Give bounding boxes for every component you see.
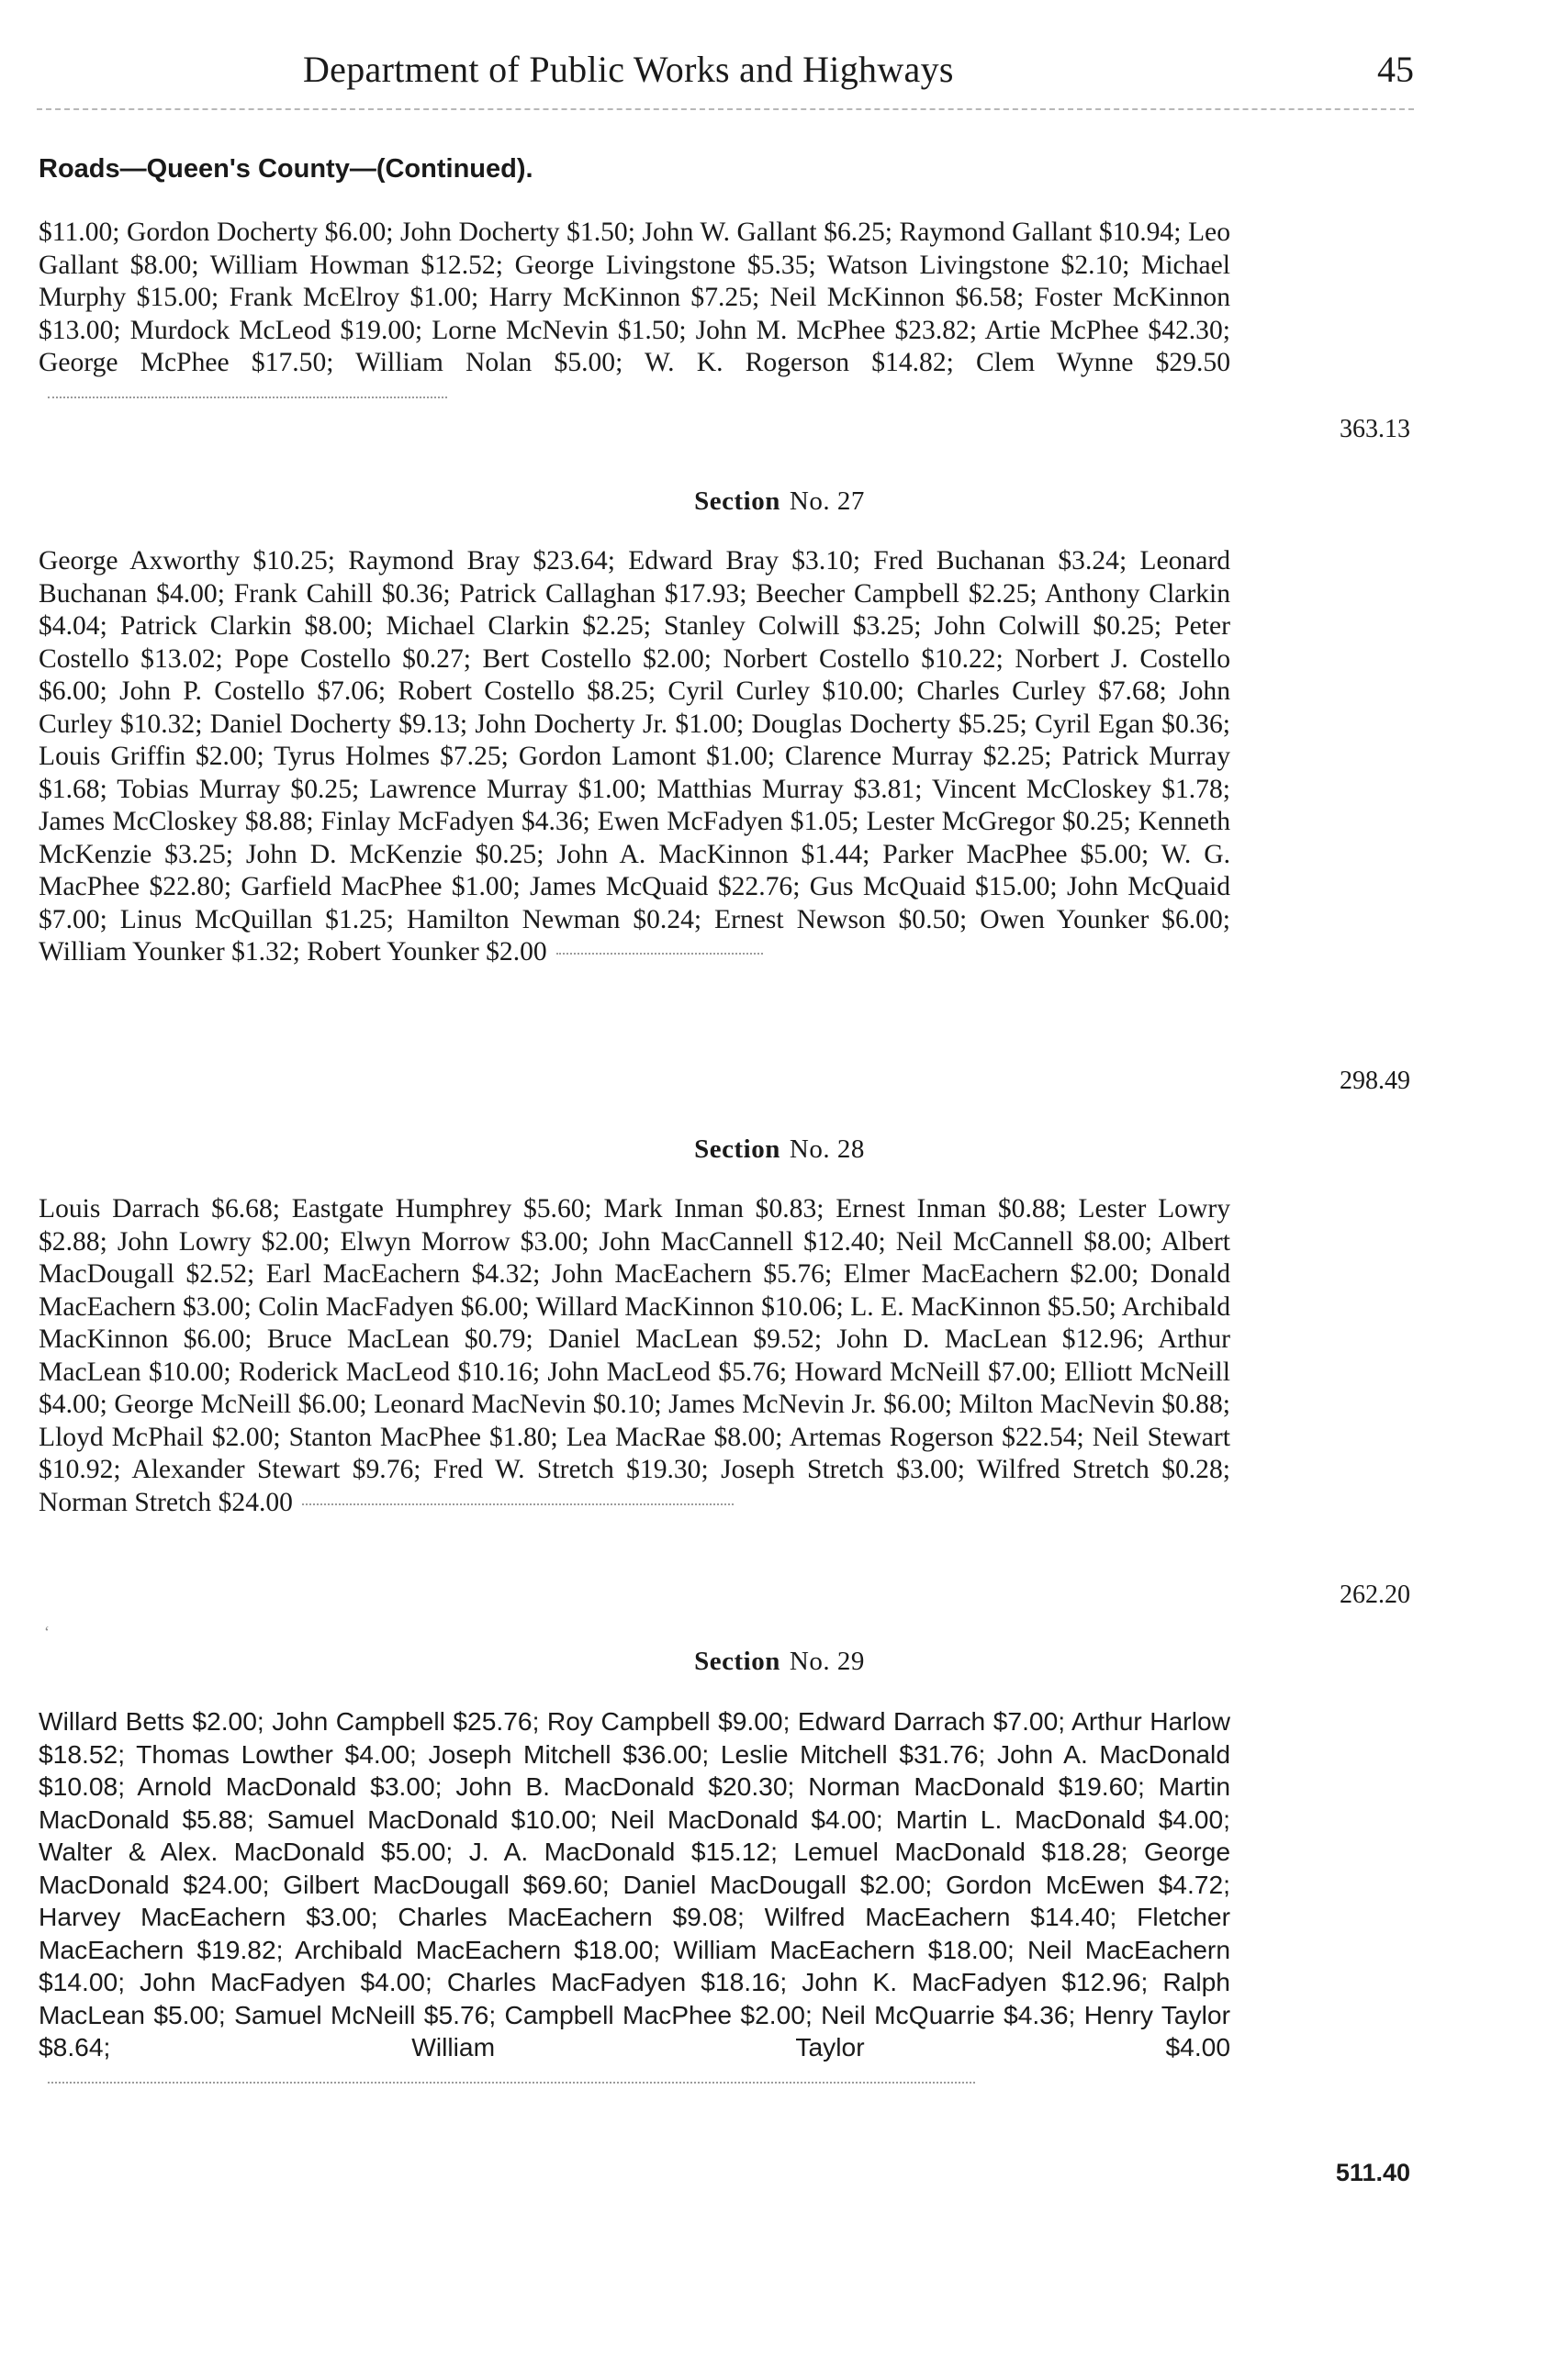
section-heading-29	[0, 1647, 1559, 1677]
section-28-text: Louis Darrach $6.68; Eastgate Humphrey $5.60; Mark Inman $0.83; Ernest Inman $0.88; Lester Lowry $2.88; John Lowry $2.00; Elwyn Morrow $3.00; John MacCannell $12.40; Neil McCannell $8.00; Albert MacDougall $2.52; Earl MacEachern $4.32; John MacEachern $5.76; Elmer MacEachern $2.00; Donald MacEachern $3.00; Colin MacFadyen $6.00; Willard MacKinnon $10.06; L. E. MacKinnon $5.50; Archibald MacKinnon $6.00; Bruce MacLean $0.79; Daniel MacLean $9.52; John D. MacLean $12.96; Arthur MacLean $10.00; Roderick MacLeod $10.16; John MacLeod $5.76; Howard McNeill $7.00; Elliott McNeill $4.00; George McNeill $6.00; Leonard MacNevin $0.10; James McNevin Jr. $6.00; Milton MacNevin $0.88; Lloyd McPhail $2.00; Stanton MacPhee $1.80; Lea MacRae $8.00; Artemas Rogerson $22.54; Neil Stewart $10.92; Alexander Stewart $9.76; Fred W. Stretch $19.30; Joseph Stretch $3.00; Wilfred Stretch $0.28; Norman Stretch $24.00	[39, 1194, 1230, 1517]
section-28-total: 262.20	[1340, 1581, 1410, 1609]
intro-total: 363.13	[1340, 415, 1410, 443]
section-heading-27	[0, 486, 1559, 517]
running-head: Roads—Queen's County—(Continued).	[39, 154, 533, 184]
section-heading-number: No. 28	[789, 1134, 865, 1164]
section-29-total: 511.40	[1335, 2159, 1410, 2186]
section-27-text: George Axworthy $10.25; Raymond Bray $23.64; Edward Bray $3.10; Fred Buchanan $3.24; Leonard Buchanan $4.00; Frank Cahill $0.36; Patrick Callaghan $17.93; Beecher Campbell $2.25; Anthony Clarkin $4.04; Patrick Clarkin $8.00; Michael Clarkin $2.25; Stanley Colwill $3.25; John Colwill $0.25; Peter Costello $13.02; Pope Costello $0.27; Bert Costello $2.00; Norbert Costello $10.22; Norbert J. Costello $6.00; John P. Costello $7.06; Robert Costello $8.25; Cyril Curley $10.00; Charles Curley $7.68; John Curley $10.32; Daniel Docherty $9.13; John Docherty Jr. $1.00; Douglas Docherty $5.25; Cyril Egan $0.36; Louis Griffin $2.00; Tyrus Holmes $7.25; Gordon Lamont $1.00; Clarence Murray $2.25; Patrick Murray $1.68; Tobias Murray $0.25; Lawrence Murray $1.00; Matthias Murray $3.81; Vincent McCloskey $1.78; James McCloskey $8.88; Finlay McFadyen $4.36; Ewen McFadyen $1.05; Lester McGregor $0.25; Kenneth McKenzie $3.25; John D. McKenzie $0.25; John A. MacKinnon $1.44; Parker MacPhee $5.00; W. G. MacPhee $22.80; Garfield MacPhee $1.00; James McQuaid $22.76; Gus McQuaid $15.00; John McQuaid $7.00; Linus McQuillan $1.25; Hamilton Newman $0.24; Ernest Newson $0.50; Owen Younker $6.00; William Younker $1.32; Robert Younker $2.00	[39, 546, 1230, 967]
page-header	[303, 48, 1414, 103]
intro-entry	[39, 217, 1230, 412]
page-header-title: Department of Public Works and Highways	[303, 49, 954, 90]
page-number: 45	[1377, 49, 1414, 90]
scan-speck: ‘	[44, 1623, 50, 1641]
intro-entry-text: $11.00; Gordon Docherty $6.00; John Docherty $1.50; John W. Gallant $6.25; Raymond Gallant $10.94; Leo Gallant $8.00; William Howman $12.52; George Livingstone $5.35; Watson Livingstone $2.10; Michael Murphy $15.00; Frank McElroy $1.00; Harry McKinnon $7.25; Neil McKinnon $6.58; Foster McKinnon $13.00; Murdock McLeod $19.00; Lorne McNevin $1.50; John M. McPhee $23.82; Artie McPhee $42.30; George McPhee $17.50; William Nolan $5.00; W. K. Rogerson $14.82; Clem Wynne $29.50	[39, 218, 1230, 377]
section-heading-label: Section	[694, 1134, 780, 1164]
section-27-entry	[39, 545, 1230, 969]
dot-leader	[556, 953, 763, 955]
section-29-text: Willard Betts $2.00; John Campbell $25.76; Roy Campbell $9.00; Edward Darrach $7.00; Arthur Harlow $18.52; Thomas Lowther $4.00; Joseph Mitchell $36.00; Leslie Mitchell $31.76; John A. MacDonald $10.08; Arnold MacDonald $3.00; John B. MacDonald $20.30; Norman MacDonald $19.60; Martin MacDonald $5.88; Samuel MacDonald $10.00; Neil MacDonald $4.00; Martin L. MacDonald $4.00; Walter & Alex. MacDonald $5.00; J. A. MacDonald $15.12; Lemuel MacDonald $18.28; George MacDonald $24.00; Gilbert MacDougall $69.60; Daniel MacDougall $2.00; Gordon McEwen $4.72; Harvey MacEachern $3.00; Charles MacEachern $9.08; Wilfred MacEachern $14.40; Fletcher MacEachern $19.82; Archibald MacEachern $18.00; William MacEachern $18.00; Neil MacEachern $14.00; John MacFadyen $4.00; Charles MacFadyen $18.16; John K. MacFadyen $12.96; Ralph MacLean $5.00; Samuel McNeill $5.76; Campbell MacPhee $2.00; Neil McQuarrie $4.36; Henry Taylor $8.64; William Taylor $4.00	[39, 1706, 1230, 2062]
dot-leader	[302, 1503, 734, 1505]
header-divider	[37, 108, 1414, 110]
section-heading-28	[0, 1134, 1559, 1165]
section-heading-number: No. 29	[789, 1647, 865, 1676]
section-heading-label: Section	[694, 1647, 780, 1676]
dot-leader	[48, 397, 447, 398]
section-heading-number: No. 27	[789, 486, 865, 516]
section-heading-label: Section	[694, 486, 780, 516]
section-29-entry	[39, 1705, 1230, 2096]
section-28-entry	[39, 1193, 1230, 1519]
section-27-total: 298.49	[1340, 1067, 1410, 1095]
dot-leader	[48, 2082, 975, 2084]
